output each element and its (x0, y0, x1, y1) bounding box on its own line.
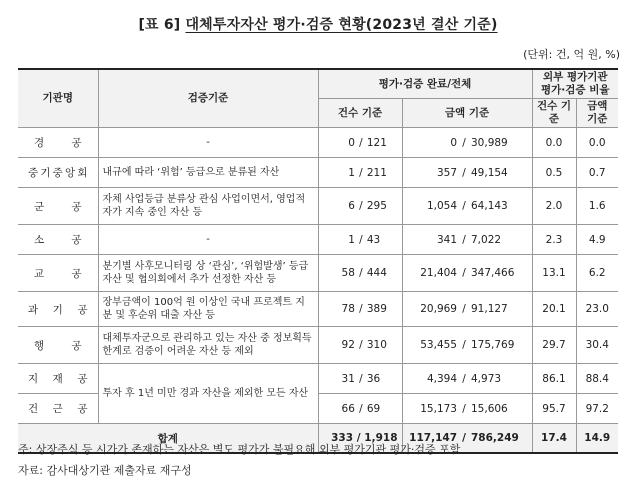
ratio-count-cell: 0.0 (532, 128, 576, 158)
count-done: 31 (341, 372, 355, 385)
count-cell (318, 158, 402, 188)
total-ratio-amount: 14.9 (576, 424, 618, 454)
separator: / (359, 136, 363, 149)
org-name-label: 지 재 공 (28, 373, 88, 385)
org-name-label: 소 공 (34, 234, 82, 246)
org-name-label: 과 기 공 (28, 303, 88, 316)
org-name (18, 225, 98, 255)
amount-done: 341 (436, 233, 457, 246)
org-name (18, 128, 98, 158)
ratio-amount-cell: 1.6 (576, 188, 618, 225)
count-cell (318, 327, 402, 364)
table-row (18, 225, 618, 255)
criteria-cell: 분기별 사후모니터링 상 ‘관심’, ‘위험발생’ 등급 자산 및 협의회에서 추가 선정한 자산 등 (98, 255, 318, 292)
count-cell (318, 188, 402, 225)
count-done: 1 (348, 166, 355, 179)
unit-note: (단위: 건, 억 원, %) (523, 48, 620, 61)
org-name (18, 188, 98, 225)
count-cell (318, 364, 402, 394)
count-cell (318, 292, 402, 327)
separator: / (462, 339, 466, 351)
criteria-cell: 대체투자군으로 관리하고 있는 자산 중 정보획득 한계로 검증이 어려운 자산 등 제외 (98, 327, 318, 364)
total-ratio-count: 17.4 (532, 424, 576, 454)
count-done: 58 (341, 267, 355, 279)
count-total: 69 (366, 402, 381, 415)
ratio-amount-cell: 6.2 (576, 255, 618, 292)
separator: / (462, 267, 466, 279)
ratio-amount-cell: 30.4 (576, 327, 618, 364)
org-name-label: 행 공 (34, 339, 82, 352)
criteria-cell: - (98, 128, 318, 158)
table-caption: 대체투자자산 평가·검증 현황(2023년 결산 기준) (185, 17, 498, 33)
ratio-count-cell: 0.5 (532, 158, 576, 188)
amount-done: 15,173 (420, 402, 457, 415)
separator: / (462, 136, 466, 149)
count-total: 36 (366, 372, 381, 385)
ratio-amount-cell: 4.9 (576, 225, 618, 255)
amount-done: 117,147 (409, 432, 457, 444)
count-done: 78 (341, 303, 355, 315)
amount-done: 21,404 (420, 267, 457, 279)
org-name (18, 327, 98, 364)
amount-cell (402, 327, 532, 364)
separator: / (462, 372, 466, 385)
amount-cell (402, 255, 532, 292)
evaluation-table (18, 68, 618, 454)
table-row (18, 255, 618, 292)
count-total: 444 (366, 267, 387, 279)
separator: / (359, 166, 363, 179)
count-total: 295 (366, 200, 387, 212)
table-number: [표 6] (138, 17, 181, 33)
amount-done: 1,054 (426, 200, 457, 212)
count-done: 1 (348, 233, 355, 246)
table-row (18, 364, 618, 394)
header-ratio-count: 건수 기준 (532, 99, 576, 128)
separator: / (462, 303, 466, 315)
amount-cell (402, 188, 532, 225)
amount-total: 15,606 (471, 402, 508, 415)
header-ratio-amount: 금액 기준 (576, 99, 618, 128)
table-title (0, 14, 636, 34)
separator: / (359, 372, 363, 385)
ratio-amount-cell: 23.0 (576, 292, 618, 327)
org-name (18, 158, 98, 188)
org-name-label: 경 공 (34, 137, 82, 149)
count-total: 43 (366, 233, 381, 246)
amount-cell (402, 128, 532, 158)
separator: / (462, 432, 466, 444)
org-name (18, 255, 98, 292)
separator: / (462, 166, 466, 179)
count-cell (318, 128, 402, 158)
amount-total: 30,989 (471, 136, 508, 149)
criteria-cell: 투자 후 1년 미만 경과 자산을 제외한 모든 자산 (98, 364, 318, 424)
total-label: 합계 (18, 424, 318, 454)
header-count-basis: 건수 기준 (318, 99, 402, 128)
separator: / (359, 233, 363, 246)
org-name (18, 292, 98, 327)
org-name (18, 364, 98, 394)
amount-total: 49,154 (471, 166, 508, 179)
amount-total: 786,249 (471, 432, 519, 444)
count-cell (318, 394, 402, 424)
count-done: 92 (341, 339, 355, 351)
separator: / (356, 432, 361, 444)
criteria-cell: 자체 사업등급 분류상 관심 사업이면서, 영업적자가 지속 중인 자산 등 (98, 188, 318, 225)
header-org: 기관명 (18, 69, 98, 128)
amount-total: 64,143 (471, 200, 508, 212)
separator: / (359, 267, 363, 279)
criteria-cell: 장부금액이 100억 원 이상인 국내 프로젝트 지분 및 후순위 대출 자산 등 (98, 292, 318, 327)
header-criteria: 검증기준 (98, 69, 318, 128)
amount-done: 0 (450, 136, 457, 149)
count-total: 310 (366, 339, 387, 351)
amount-cell (402, 292, 532, 327)
count-total: 389 (366, 303, 387, 315)
count-done: 333 (331, 432, 354, 444)
separator: / (359, 303, 363, 315)
org-name-label: 건 근 공 (28, 403, 88, 415)
separator: / (462, 402, 466, 415)
table-row (18, 292, 618, 327)
table-row (18, 327, 618, 364)
ratio-count-cell: 13.1 (532, 255, 576, 292)
ratio-count-cell: 20.1 (532, 292, 576, 327)
ratio-count-cell: 95.7 (532, 394, 576, 424)
header-external-ratio: 외부 평가기관 평가·검증 비율 (532, 69, 618, 99)
criteria-cell: 내규에 따라 ‘위험’ 등급으로 분류된 자산 (98, 158, 318, 188)
amount-done: 20,969 (420, 303, 457, 315)
amount-cell (402, 394, 532, 424)
criteria-cell: - (98, 225, 318, 255)
amount-cell (402, 225, 532, 255)
amount-total: 4,973 (471, 372, 502, 385)
amount-cell (402, 158, 532, 188)
separator: / (359, 402, 363, 415)
amount-done: 357 (436, 166, 457, 179)
org-name (18, 394, 98, 424)
header-completion: 평가·검증 완료/전체 (318, 69, 532, 99)
count-done: 0 (348, 136, 355, 149)
ratio-count-cell: 86.1 (532, 364, 576, 394)
count-total: 121 (366, 136, 387, 149)
source-note: 자료: 감사대상기관 제출자료 재구성 (18, 464, 192, 477)
org-name-label: 교 공 (34, 267, 82, 280)
separator: / (359, 339, 363, 351)
amount-cell (402, 364, 532, 394)
separator: / (462, 233, 466, 246)
ratio-amount-cell: 0.7 (576, 158, 618, 188)
ratio-count-cell: 2.3 (532, 225, 576, 255)
amount-total: 91,127 (471, 303, 508, 315)
ratio-amount-cell: 0.0 (576, 128, 618, 158)
count-done: 6 (348, 200, 355, 212)
org-name-label: 군 공 (34, 200, 82, 213)
header-amount-basis: 금액 기준 (402, 99, 532, 128)
amount-total: 175,769 (471, 339, 515, 351)
count-total: 211 (366, 166, 387, 179)
org-name-label: 중 기 중 앙 회 (28, 167, 88, 179)
ratio-count-cell: 2.0 (532, 188, 576, 225)
table-row (18, 128, 618, 158)
count-done: 66 (341, 402, 355, 415)
count-cell (318, 255, 402, 292)
table-row (18, 188, 618, 225)
amount-total: 7,022 (471, 233, 502, 246)
footnote: 주: 상장주식 등 시가가 존재하는 자산은 별도 평가가 불필요해 외부 평가기관 평가·검증 포함 (18, 443, 461, 456)
ratio-amount-cell: 88.4 (576, 364, 618, 394)
count-total: 1,918 (364, 432, 398, 444)
separator: / (462, 200, 466, 212)
amount-total: 347,466 (471, 267, 515, 279)
table-row (18, 158, 618, 188)
amount-done: 4,394 (426, 372, 457, 385)
separator: / (359, 200, 363, 212)
ratio-count-cell: 29.7 (532, 327, 576, 364)
count-cell (318, 225, 402, 255)
ratio-amount-cell: 97.2 (576, 394, 618, 424)
amount-done: 53,455 (420, 339, 457, 351)
